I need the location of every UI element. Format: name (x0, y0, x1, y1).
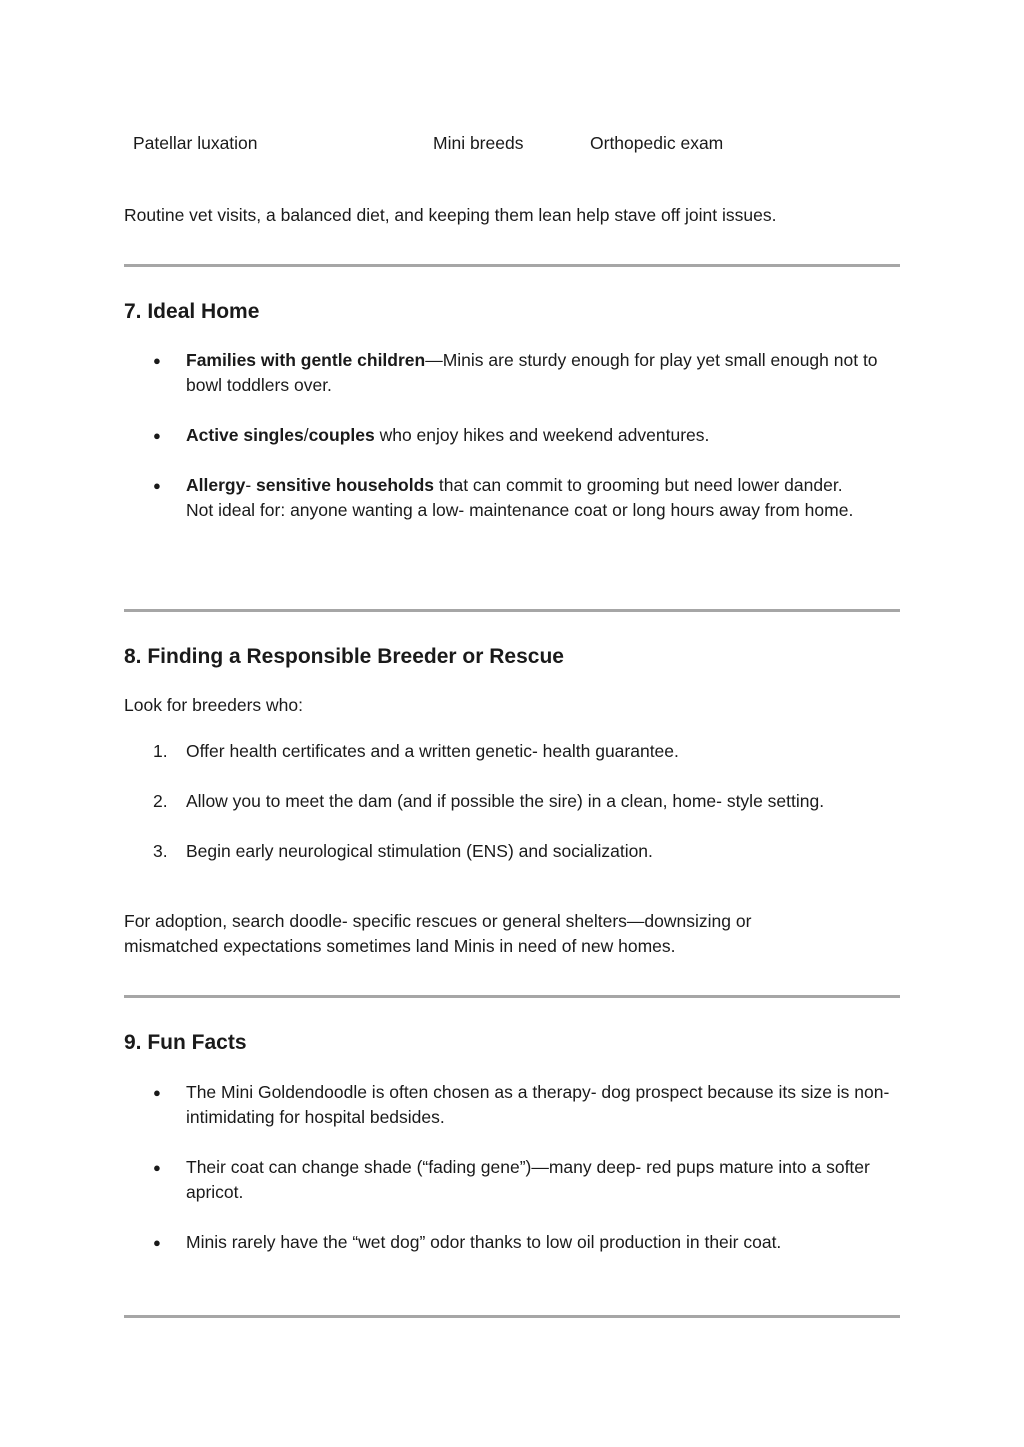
section-divider (124, 995, 900, 998)
item-bold-label: Families with gentle children (186, 350, 426, 370)
item-separator: / (303, 425, 309, 445)
section-divider (124, 609, 900, 612)
breeder-criteria-2: Allow you to meet the dam (and if possible the sire) in a clean, home‐ style setting. (186, 791, 825, 811)
list-number: 1. (153, 741, 168, 761)
bullet-glyph: ● (153, 353, 161, 368)
health-note: Routine vet visits, a balanced diet, and keeping them lean help stave off joint issues. (124, 205, 777, 225)
item-bold-label: Allergy (186, 475, 246, 495)
item-bold-label: Active singles (186, 425, 304, 445)
not-ideal-note: Not ideal for: anyone wanting a low‐ maintenance coat or long hours away from home. (186, 500, 854, 520)
fun-fact-3: Minis rarely have the “wet dog” odor thanks to low oil production in their coat. (186, 1232, 782, 1252)
breeder-criteria-1: Offer health certificates and a written genetic‐ health guarantee. (186, 741, 679, 761)
list-number: 2. (153, 791, 168, 811)
table-cell-screening: Orthopedic exam (590, 133, 724, 153)
section-9-title: 9. Fun Facts (124, 1031, 247, 1054)
item-bold-label: couples (308, 425, 375, 445)
section-8-title: 8. Finding a Responsible Breeder or Rescue (124, 645, 564, 668)
bullet-glyph: ● (153, 1085, 161, 1100)
ideal-home-item-3 (186, 473, 906, 523)
bullet-glyph: ● (153, 428, 161, 443)
bullet-glyph: ● (153, 1235, 161, 1250)
item-text: who enjoy hikes and weekend adventures. (374, 425, 710, 445)
adoption-paragraph: For adoption, search doodle‐ specific rescues or general shelters—downsizing or mismatched expectations sometimes land Minis in need of new homes. (124, 911, 752, 956)
ideal-home-item-2 (186, 423, 906, 448)
item-separator: ‐ (245, 475, 257, 495)
bullet-glyph: ● (153, 478, 161, 493)
item-text: —Minis are sturdy enough for play yet small enough not to bowl toddlers over. (186, 350, 878, 395)
fun-fact-1: The Mini Goldendoodle is often chosen as a therapy‐ dog prospect because its size is non‐ intimidating for hospital bedsides. (186, 1082, 890, 1127)
table-cell-affected: Mini breeds (433, 133, 524, 153)
item-text: that can commit to grooming but need lower dander. (434, 475, 843, 495)
ideal-home-item-1 (186, 348, 906, 398)
breeder-criteria-3: Begin early neurological stimulation (ENS) and socialization. (186, 841, 653, 861)
fun-fact-2: Their coat can change shade (“fading gene”)—many deep‐ red pups mature into a softer apricot. (186, 1157, 870, 1202)
item-bold-label: sensitive households (256, 475, 434, 495)
breeders-intro: Look for breeders who: (124, 695, 303, 715)
section-7-title: 7. Ideal Home (124, 300, 260, 323)
list-number: 3. (153, 841, 168, 861)
bullet-glyph: ● (153, 1160, 161, 1175)
section-divider (124, 1315, 900, 1318)
table-cell-condition: Patellar luxation (133, 133, 258, 153)
section-divider (124, 264, 900, 267)
